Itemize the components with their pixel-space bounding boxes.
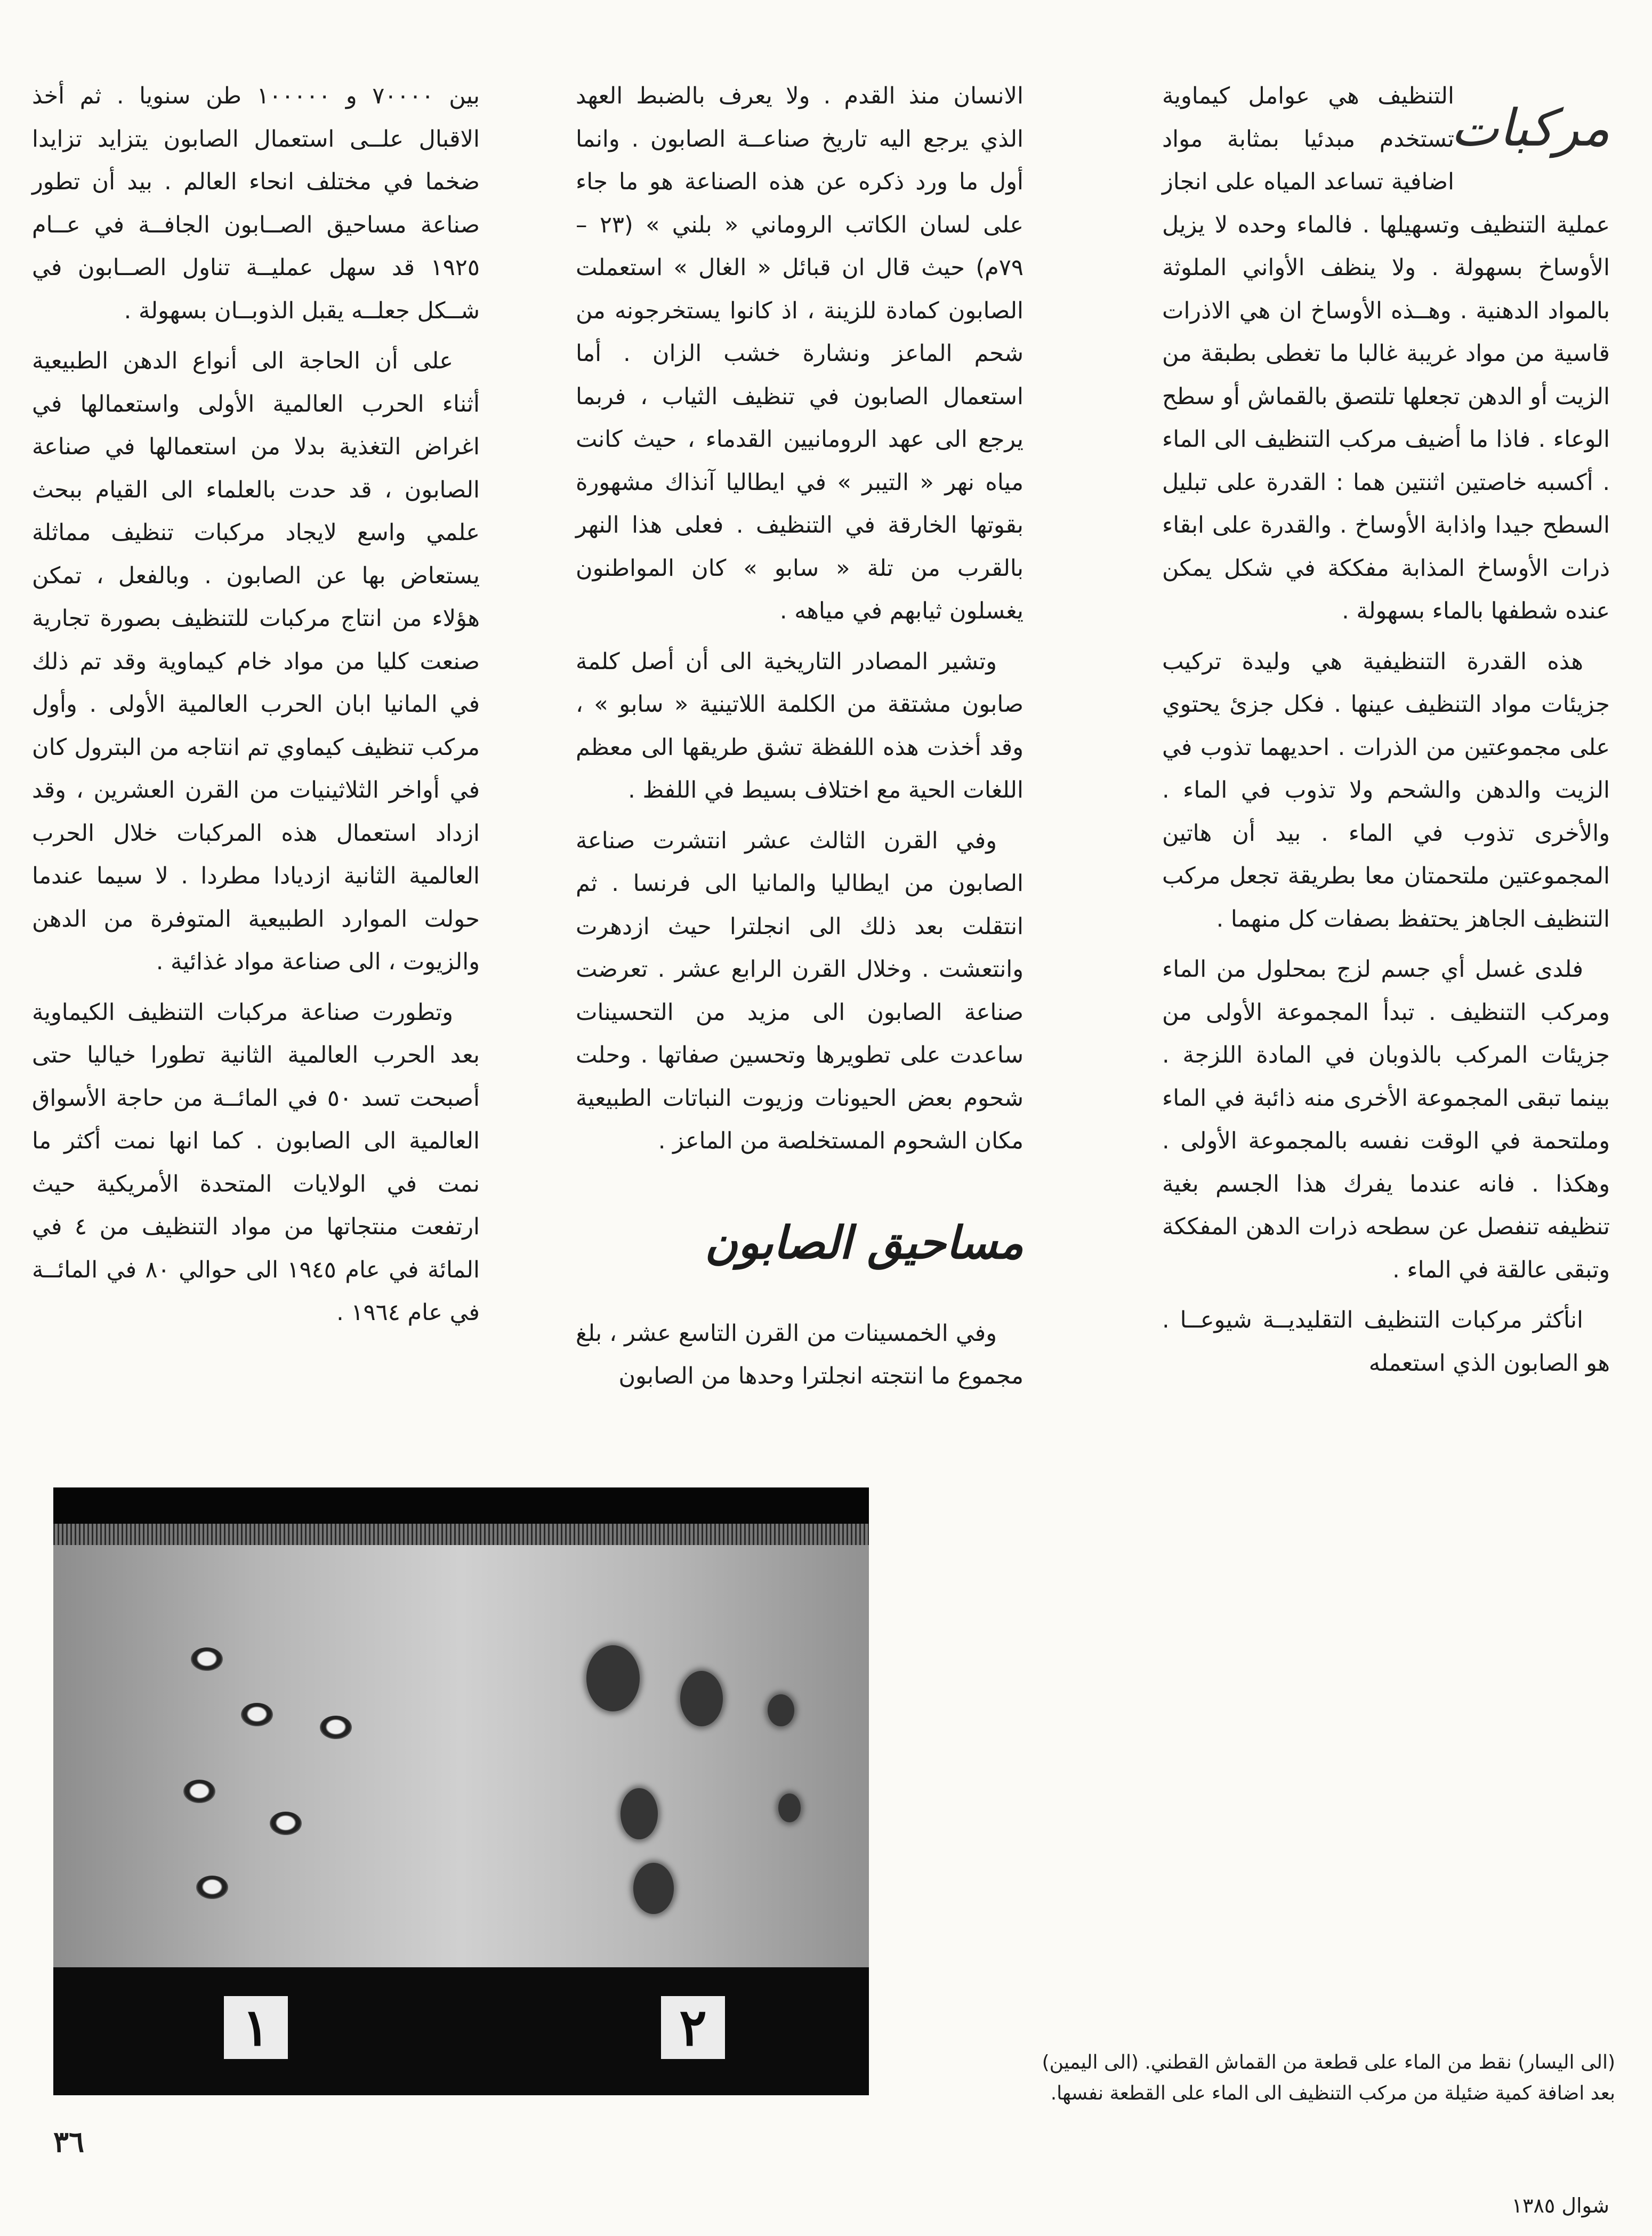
water-drop — [320, 1716, 352, 1739]
caption-line: بعد اضافة كمية ضئيلة من مركب التنظيف الى الماء على القطعة نفسها. — [1050, 2082, 1615, 2104]
side-heading: مركبات — [1450, 98, 1610, 158]
absorbed-spot — [620, 1788, 658, 1839]
photo-bottom-band — [53, 1967, 869, 2095]
page-number: ٣٦ — [53, 2125, 85, 2159]
section-heading: مساحيق الصابون — [705, 1216, 1024, 1269]
paragraph: وتطورت صناعة مركبات التنظيف الكيماوية بعد الحرب العالمية الثانية تطورا خياليا حتى أصبحت تسد ٥٠ في المائــة من حاجة الأسواق العالمية الى الصابون . كما انها نمت أكثر ما نمت في الولايات المتحدة الأمريكية حيث ارتفعت منتجاتها من مواد التنظيف من ٤ في المائة في عام ١٩٤٥ الى حوالي ٨٠ في المائــة في عام ١٩٦٤ . — [32, 999, 480, 1326]
figure-caption — [906, 2047, 1615, 2109]
absorbed-spot — [680, 1671, 723, 1726]
water-drop — [183, 1780, 215, 1803]
column-right — [1162, 75, 1610, 1392]
paragraph: وفي القرن الثالث عشر انتشرت صناعة الصابون من ايطاليا والمانيا الى فرنسا . ثم انتقلت بعد ذلك الى انجلترا حيث ازدهرت وانتعشت . وخلال القرن الرابع عشر . تعرضت صناعة الصابون الى مزيد من التحسينات ساعدت على تطويرها وتحسين صفاتها . وحلت شحوم بعض الحيونات وزيوت النباتات الطبيعية مكان الشحوم المستخلصة من الماعز . — [576, 827, 1024, 1154]
figure-label-left: ١ — [224, 1996, 288, 2059]
absorbed-spot — [778, 1793, 801, 1822]
paragraph: هذه القدرة التنظيفية هي وليدة تركيب جزيئات مواد التنظيف عينها . فكل جزئ يحتوي على مجموعتين من الذرات . احديهما تذوب في الزيت والدهن والشحم ولا تذوب في الماء . والأخرى تذوب في الماء . بيد أن هاتين المجموعتين ملتحمتان معا بطريقة تجعل مركب التنظيف الجاهز يحتفظ بصفات كل منهما . — [1162, 648, 1610, 932]
paragraph: على أن الحاجة الى أنواع الدهن الطبيعية أثناء الحرب العالمية الأولى واستعمالها في اغراض التغذية بدلا من استعمالها في صناعة الصابون ، قد حدت بالعلماء الى القيام ببحث علمي واسع لايجاد مركبات تنظيف مماثلة يستعاض بها عن الصابون . وبالفعل ، تمكن هؤلاء من انتاج مركبات للتنظيف بصورة تجارية صنعت كليا من مواد خام كيماوية وقد تم ذلك في المانيا ابان الحرب العالمية الأولى . وأول مركب تنظيف كيماوي تم انتاجه من البترول كان في أواخر الثلاثينيات من القرن العشرين ، وقد ازداد استعمال هذه المركبات خلال الحرب العالمية الثانية ازديادا مطردا . لا سيما عندما حولت الموارد الطبيعية المتوفرة من الدهن والزيوت ، الى صناعة مواد غذائية . — [32, 348, 480, 975]
absorbed-spot — [768, 1694, 794, 1726]
photo-top-band — [53, 1487, 869, 1524]
paragraph: بين ٧٠٠٠٠ و ١٠٠٠٠٠ طن سنويا . ثم أخذ الاقبال علــى استعمال الصابون يتزايد تزايدا ضخما في مختلف انحاء العالم . بيد أن تطور صناعة مساحيق الصــابون الجافــة في عــام ١٩٢٥ قد سهل عمليــة تناول الصــابون في شــكل جعلــه يقبل الذوبــان بسهولة . — [32, 83, 480, 324]
fabric-surface — [53, 1524, 869, 1967]
paragraph: التنظيف هي عوامل كيماوية تستخدم مبدئيا بمثابة مواد اضافية تساعد المياه على انجاز عملية التنظيف وتسهيلها . فالماء وحده لا يزيل الأوساخ بسهولة . ولا ينظف الأواني الملوثة بالمواد الدهنية . وهــذه الأوساخ ان هي الاذرات قاسية من مواد غريبة غالبا ما تغطى بطبقة من الزيت أو الدهن تجعلها تلتصق بالقماش أو سطح الوعاء . فاذا ما أضيف مركب التنظيف الى الماء . أكسبه خاصتين اثنتين هما : القدرة على تبليل السطح جيدا واذابة الأوساخ . والقدرة على ابقاء ذرات الأوساخ المذابة مفككة في شكل يمكن عنده شطفها بالماء بسهولة . — [1162, 83, 1610, 624]
paragraph: وفي الخمسينات من القرن التاسع عشر ، بلغ مجموع ما انتجته انجلترا وحدها من الصابون — [576, 1320, 1024, 1389]
paragraph: الانسان منذ القدم . ولا يعرف بالضبط العهد الذي يرجع اليه تاريخ صناعــة الصابون . وانما أول ما ورد ذكره عن هذه الصناعة هو ما جاء على لسان الكاتب الروماني « بلني » (٢٣ – ٧٩م) حيث قال ان قبائل « الغال » استعملت الصابون كمادة للزينة ، اذ كانوا يستخرجونه من شحم الماعز ونشارة خشب الزان . أما استعمال الصابون في تنظيف الثياب ، فربما يرجع الى عهد الرومانيين القدماء ، حيث كانت مياه نهر « التيبر » في ايطاليا آنذاك مشهورة بقوتها الخارقة في التنظيف . فعلى هذا النهر بالقرب من تلة « سابو » كان المواطنون يغسلون ثيابهم في مياهه . — [576, 83, 1024, 624]
water-drop — [270, 1812, 302, 1835]
column-middle — [576, 75, 1024, 1405]
issue-date: شوال ١٣٨٥ — [1511, 2194, 1609, 2217]
caption-line: (الى اليسار) نقط من الماء على قطعة من القماش القطني. (الى اليمين) — [1042, 2052, 1615, 2073]
column-left — [32, 75, 480, 1342]
water-drop — [241, 1703, 273, 1726]
fabric-drops-photo — [53, 1487, 869, 2095]
paragraph: فلدى غسل أي جسم لزج بمحلول من الماء ومركب التنظيف . تبدأ المجموعة الأولى من جزيئات المركب بالذوبان في المادة اللزجة . بينما تبقى المجموعة الأخرى منه ذائبة في الماء وملتحمة في الوقت نفسه بالمجموعة الأولى . وهكذا . فانه عندما يفرك هذا الجسم بغية تنظيفه تنفصل عن سطحه ذرات الدهن المفككة وتبقى عالقة في الماء . — [1162, 956, 1610, 1283]
absorbed-spot — [633, 1863, 674, 1914]
figure-label-right: ٢ — [661, 1996, 725, 2059]
absorbed-spot — [586, 1645, 640, 1711]
water-drop — [191, 1647, 223, 1671]
paragraph: وتشير المصادر التاريخية الى أن أصل كلمة صابون مشتقة من الكلمة اللاتينية « سابو » ، وقد أخذت هذه اللفظة تشق طريقها الى معظم اللغات الحية مع اختلاف بسيط في اللفظ . — [576, 648, 1024, 803]
paragraph: انأكثر مركبات التنظيف التقليديــة شيوعــا . هو الصابون الذي استعمله — [1162, 1307, 1610, 1377]
water-drop — [196, 1876, 228, 1899]
